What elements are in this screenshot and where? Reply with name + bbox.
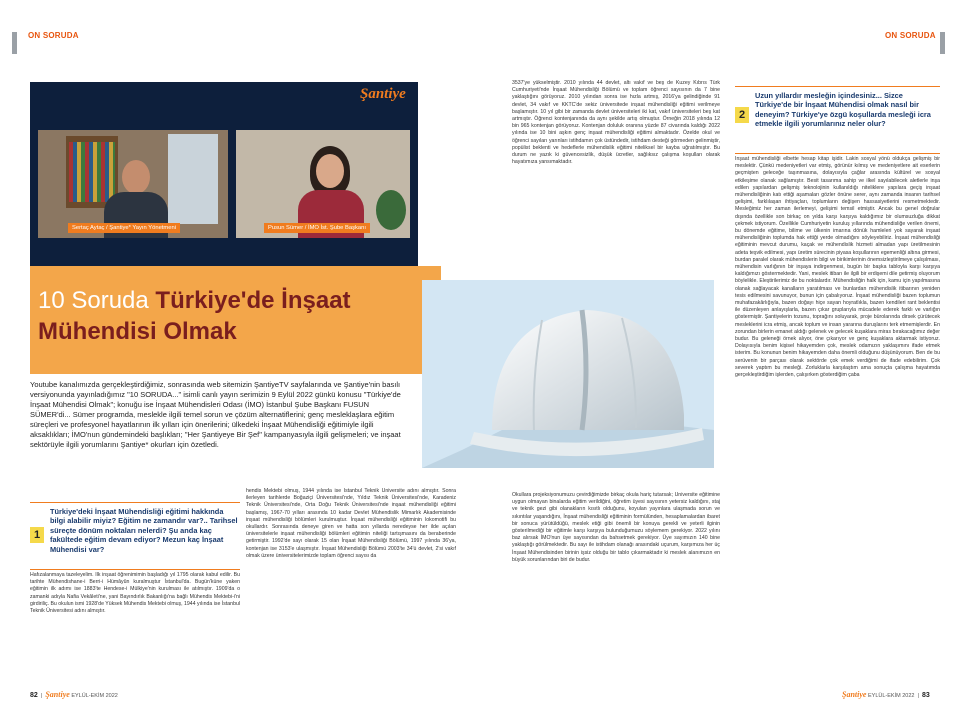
question-1-number: 1 [30,527,44,543]
title-plain: 10 Soruda [38,287,156,314]
column-4-text: İnşaat mühendisliği elbette hesap kitap işidir. Lakin sosyal yönü oldukça gelişmiş bir meslektir. Çünkü medeniyetleri var etmiş, görünür kılmış ve medeniyetlere ait eserlerin geçmişten geleceğe taşınmasına, dolayısıyla çağlar arasında kültürel ve sosyal etkileşime olanak sağlamıştır. Besit tasarıma sahip ve ilkel sayılabilecek aletlerle inşa edilen yapılardan gelişmiş teknolojinin kullanıldığı niteliklere yapılara geçiş inşaat mühendisliğinin katı ettiği aşamaları gözler önüne serer, aynı zamanda insanın tarihsel gelişimi, farklılaşan ihtiyaçları, toplumların değişen hassasiyetlerini resmetmektedir. Mesleğimiz her zaman ilerlemeyi, gelişimi temsil etmiştir. Ancak bu genel doğrular dışında özellikle son birkaç on yılda karşı karşıya kaldığımız bir olumsuzluğa dikkat çekmek istiyorum. Özellikle Cumhuriyetin kuruluş yıllarında mühendisliğe verilen önemi, bu dönemde eğitime, bilime ve ülkenin imarına dönük hamleleri yok sayarak inşaat mühendisliğinin toplumda hak ettiği yerde olmadığını söyleyebiliriz. İnşaat mühendisliği eğitiminin mevcut durumu, kaçak ve mühendislik hizmeti almadan yapı üretilmesinin adeta teşvik edilmesi, yapı üretim sürecinin piyasa koşullarının egemenliği altına girmesi, burdan paralel olarak mühendislerin bilgi ve birikimlerinin önemsizleştirilmeye çalışılması, mühendisin varlığının bir inşaya indirgenmesi, bugün bir başka tabloyla karşı karşıya kaldığımızı göstermektedir. Yani, meslek itibarı ile ilgili bir erdişemi dile getirmiş oluyorum böylelikle. Eleştirilerimiz de bu noktalardır. Mühendisliğin halk için, kamu için yapılmasına olanak sağlayacak kanalların yaratılması ve bunlardan mühendislik itibarının yeniden tesis edilmesini savunuyor, bunun için çabalıyoruz. İnşaat mühendisliği bazen toplumun muhafazakârlığıyla, bazen doğayı hiçe sayan hoyratlıkla, bazen kendileri rant beklentisi ile düzenleyen anlayışlarla, bazen çıkar gruplarıyla mücadele ederek farklı ve varlığın göstermiştir. Şantiyelerin tozunu, toprağını soluyarak, proje bürolarında dirsek çürütecek mesleklerini icra etmiş, ancak toplum ve insan yararına duruşlarını terk etmemişlerdir. En zorundan birlerin emanet aldığı gelenek ve gelecek kuşaklara miras bırakacağımız değer budur. Bu geleneği örnek alıyor, öne çıkarıyor ve genç kuşaklara aktarmak istiyoruz. Dolayısıyla benim kişisel hikayemden çok, meslek odamızın yaklaşımını ifade etmek isterim. Bu konunun benim hikayemden daha önemli olduğunu düşünüyorum. Ben de bu serüvenin bir parçası olarak sektörde çok emek verdiğimi de ifade edebilirim. Çok severek yaptım bu mesleği. Zorluklarla karşılaştım ama sonuçta çalışma hayatımda gerçekleştirdiğim işlerden, çalışırken gösterdiğim çaba [735,156,940,379]
video-brand-logo: Şantiye [360,86,406,102]
section-tag-right: ON SORUDA [885,31,936,40]
host-head [122,160,150,194]
host-nameplate: Sertaç Aytaç / Şantiye* Yayın Yönetmeni [68,223,180,233]
right-footer-issue: EYLÜL-EKİM 2022 [867,693,915,699]
lede-text: Youtube kanalımızda gerçekleştirdiğimiz, sonrasında web sitemizin ŞantiyeTV sayfalarında ve Şantiye'nin basılı versiyonunda yayınladığımız "10 SORUDA..." isimli canlı yayın serimizin 9 Eylül 2022 günkü konusu "Türkiye'de İnşaat Mühendisi Olmak"; konuğu ise İnşaat Mühendisleri Odası (İMO) İstanbul Şube Başkanı FUSUN SÜMER'di... Sümer programda, meslekle ilgili temel sorun ve çözüm alternatiflerini; genç mesleklaşlara eğitim süreçleri ve profesyonel hayatlarının ilk yılları için önerilerini; ülkedeki İnşaat Mühendisliği eğitimiyle ilgili aksaklıkları; İMO'nun gündemindeki başlıkları; "Her Şantiyeye Bir Şef" kampanyasıyla ilgili gelişmeleri; ve inşaat sektörüyle ilgili yorumlarını Şantiye* okurları için özetledi. [30,380,401,449]
column-1-text: Hafızalanmaya tazeleyelim. İlk inşaat öğrenimimin başladığı yıl 1795 olarak kabul edilir. Bu tarihte Mühendishane-i Berri-i Hümâyûn kuralmuştur İstanbul'da. Bugün'küne yaken eğitimin ilk adımı ise 1883'te Hendese-i Mülkiye'nin kurulması ile atılmıştır. 1909'da o zamanki adıyla Nafia Vekâleti'ne, yani Bayındırlık Bakanlığı'na bağlı Mühendis Mektebi-i'ni girdiriliç. Bu okulun ismi 1928'de Yüksek Mühendis Mektebi olmuş, 1944 yılında ise İstanbul Teknik Üniversitesi adını almıştır. [30,572,240,615]
right-footer [842,690,930,699]
bookshelf-books [69,142,115,202]
body-column-3-top [512,80,720,278]
title-bold-1: Türkiye'de İnşaat [155,287,351,314]
question-2-box [735,86,940,154]
column-2-text: hendis Mektebi olmuş, 1944 yılında ise İstanbul Teknik Üniversite adını almıştır. Sonra ilerleyen tarihlerde Boğaziçi Üniversitesi'nde, Yıldız Teknik Üniversitesi'nde, Karadeniz Teknik Üniversitesi'nde, Orta Doğu Teknik Üniversitesi'nde inşaat mühendisliği eğitimi başlamış, 1967-70 yılları arasında 10 kadar Devlet Mühendislik Mimarlık Akademisinde inşaat mühendisliği bölümleri kurulmuştur. İnşaat mühendisliği eğitiminin lokomotifi bu okullardır. Sonrasında deneye giren ve hatta son yıllarda neredeyse her ilde açılan üniversitelerle inşaat mühendisliği bölümleri eğitimin niteliği tartışmasını da beraberinde getirmiştir. 1992'de sayı olarak 15 olan İnşaat Mühendisliği Bölümü, 1997 yılında 36'ya, kontenjan ise 3153'e ulaşmıştır. İnşaat Mühendisliği Bölümü 2003'te 34'ü devlet, 2'si vakıf olmak üzere üniversitelerimizde toplam öğrenci sayısı da [246,488,456,559]
left-page-number: 82 [30,692,38,699]
guest-head [316,154,344,188]
body-column-4 [735,156,940,684]
question-1-box [30,502,240,570]
left-page-tab [12,32,17,54]
title-bold-2: Mühendisi Olmak [38,318,237,345]
host-camera [38,130,228,238]
hard-hat-illustration [422,280,714,468]
question-2-number: 2 [735,107,749,123]
body-column-2 [246,488,456,680]
guest-camera [236,130,410,238]
body-column-1 [30,572,240,682]
article-lede [30,380,410,450]
body-column-3-bottom [512,492,720,682]
column-3-bottom-text: Okullara projeksiyonumuzu çevirdiğimizde birkaç okula hariç tutarsak; Üniversite eğitimine uygun olmayan binalarda eğitim verildiğini, öğretim üyesi sayısının yetersiz kaldığını, staj ve teknik gezi gibi olanakların kısıtlı olduğunu, koyulan yayınlara ulaşmada sorun ve sıkıntılar yaşandığını, İnşaat mühendisliği eğitiminin formülünden, hesaplamalardan ibaret bir sonuca yürütüldüğü, meslek etiği gibi önemli bir konuya gerekli ve yeterli ilginin gösterilmediği bir eğitimle karşı karşıya bulunduğumuzu söylemem gerekiyor. 2022 yılını baz alırsak İMO'nun üye sayısından da bahsetmek gerekiyor. Üye sayımızın 140 bine yaklaştığı görülmektedir. Bu sayı ile istihdam olanağı arasındaki uçurum, karşımıza her üç İnşaat Mühendisinden birinin işsiz olduğu bir tablo çıkarmaktadır ki meslek alanımızın en büyük sorunlarından biri de budur. [512,492,720,563]
right-page-number: 83 [922,692,930,699]
section-tag-left: ON SORUDA [28,31,79,40]
article-title [38,285,438,347]
guest-nameplate: Pusun Sümer / İMO İst. Şube Başkanı [264,223,370,233]
left-footer-divider: | [39,693,44,699]
hard-hat-photo [422,280,714,468]
question-2-text: Uzun yıllardır mesleğin içindesiniz... Sizce Türkiye'de bir İnşaat Mühendisi olmak nasıl bir deneyim? Türkiye'ye özgü koşullarda mesleği icra etmekle ilgili yorumlarınız neler olur? [755,91,931,129]
video-screenshot [30,82,418,266]
right-footer-logo: Şantiye [842,690,867,699]
question-1-text: Türkiye'deki İnşaat Mühendisliği eğitimi hakkında bilgi alabilir miyiz? Eğitim ne zamandır var?.. Tarihsel süreçte dönüm noktaları nelerdi? Şu anda kaç fakültede eğitim devam ediyor? Mezun kaç İnşaat Mühendisi var? [50,507,238,554]
window-light [168,134,218,224]
column-3-top-text: 3537'ye yükselmiştir. 2010 yılında 44 devlet, altı vakıf ve beş de Kuzey Kıbrıs Türk Cumhuriyeti'nde İnşaat Mühendisliği Bölümü ve toplam öğrenci sayısının da 7 bine yaklaştığını görüyoruz. 2010 yılından sonra ise hızla artmış, 2016'ya gelindiğinde 91 devlet, 34 vakıf ve KKTC'de sekiz üniversitede inşaat mühendisliği eğitimi verilmeye başlamıştır. 10 yıl gibi bir zamanda devlet üniversiteleri iki kat, vakıf üniversiteleri beş kat artmıştır. Öğrenci kontenjanında da aynı şekilde artış olmuştur. Örneğin 2018 yılında 12 bin 965 kontenjan görüyoruz. Kontenjan doluluk oranına yüzde 87 civarında kaldığı 2022 yılında ise 10 bini aşkın genç inşaat mühendisliği eğitimi almaktadır. Özelde okul ve öğrenci sayıları yarınları istihdamın çok üstündedir, istihdam desteği görmeden gelinmiştir, popülist beklenti ve hedeflerle mühendislik eğitimi niteliksel bir kayba uğratılmıştır. Bu durum ne yazık ki güvencesizlik, düşük ücretler, sağlıksız çalışma koşulları olarak hayatımıza yansımaktadır. [512,80,720,166]
left-footer-logo: Şantiye [45,690,70,699]
left-footer [30,690,118,699]
right-page-tab [940,32,945,54]
right-footer-divider: | [915,693,921,699]
plant-image [376,190,406,230]
left-footer-issue: EYLÜL-EKİM 2022 [71,693,118,699]
